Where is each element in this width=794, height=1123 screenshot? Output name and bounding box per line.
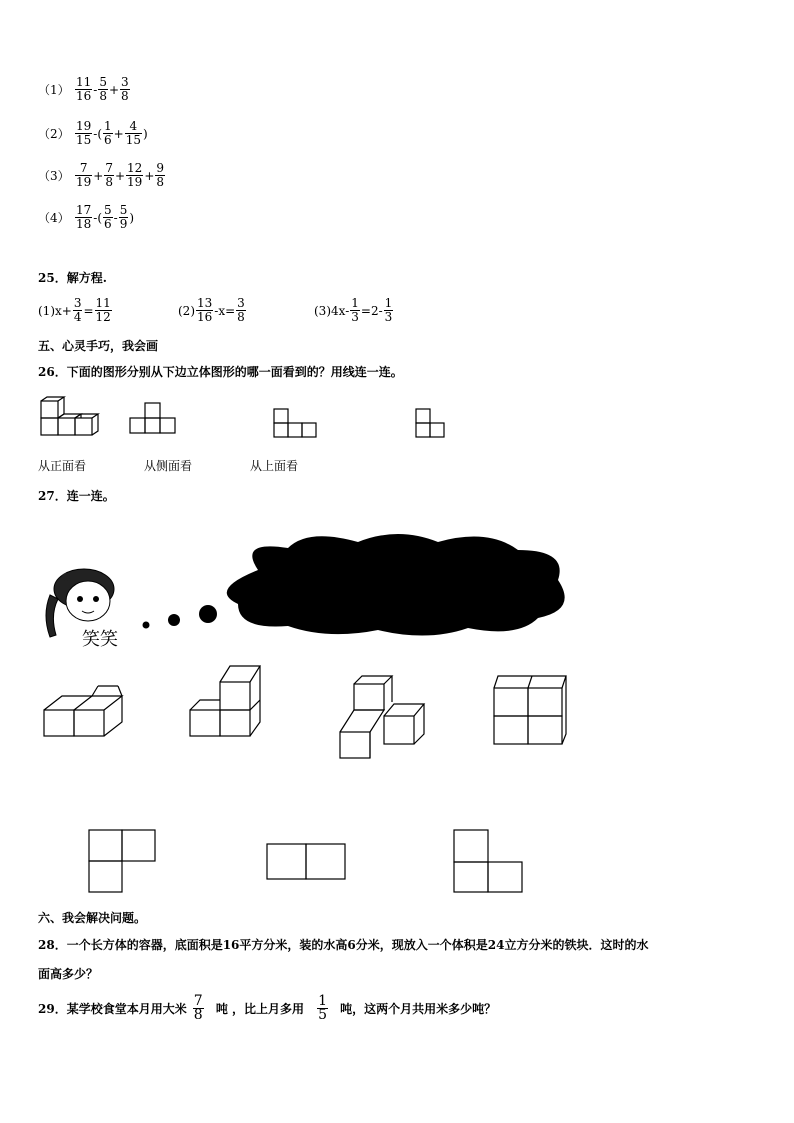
calc-item-3 xyxy=(38,162,166,189)
q26-label-front: 从正面看 xyxy=(38,459,87,473)
fraction: $\frac{12}{19}$ xyxy=(127,161,143,189)
calc-item-2 xyxy=(38,120,148,147)
q27-solid-1 xyxy=(44,686,122,736)
fraction: $\frac{3}{8}$ xyxy=(237,296,245,324)
section5-title: 五、心灵手巧，我会画 xyxy=(38,339,159,353)
fraction: $\frac{9}{8}$ xyxy=(156,161,165,189)
calc-item-1 xyxy=(38,76,131,103)
calc-item-4 xyxy=(38,204,134,231)
bubble-line1: 下面的立体图形从上面看到的分别 xyxy=(281,561,462,575)
operator: (3)4x- xyxy=(314,303,350,318)
operator: + xyxy=(113,126,124,141)
fraction: $\frac{1}{3}$ xyxy=(351,296,359,324)
fraction: $\frac{5}{8}$ xyxy=(99,75,107,103)
thought-bubble xyxy=(138,530,578,640)
q27-title: 27．连一连。 xyxy=(38,489,115,503)
calc-label: （1） xyxy=(38,83,70,97)
q27-solid-2 xyxy=(190,666,260,736)
q29-post: 吨，这两个月共用米多少吨？ xyxy=(340,1002,497,1016)
q27-solid-4 xyxy=(494,676,566,744)
q26-view-top xyxy=(416,409,444,437)
q27-solid-3 xyxy=(340,676,424,758)
calc-label: （2） xyxy=(38,127,70,141)
fraction: $\frac{1}{6}$ xyxy=(104,119,112,147)
operator: -( xyxy=(93,126,103,141)
calc-label: （3） xyxy=(38,169,70,183)
q25-equation-3 xyxy=(314,297,394,324)
q25-equation-1 xyxy=(38,297,113,324)
fraction: $\frac{7}{8}$ xyxy=(105,161,113,189)
operator: -( xyxy=(93,210,103,225)
fraction: $\frac{5}{6}$ xyxy=(104,203,112,231)
q26-label-top: 从上面看 xyxy=(250,459,299,473)
q28-line2: 面高多少？ xyxy=(38,967,99,981)
fraction: $\frac{3}{8}$ xyxy=(121,75,129,103)
q26-view-front xyxy=(130,403,175,433)
girl-name: 笑笑 xyxy=(82,629,118,650)
fraction: $\frac{4}{15}$ xyxy=(125,119,142,147)
calc-label: （4） xyxy=(38,211,70,225)
q26-title: 26．下面的图形分别从下边立体图形的哪一面看到的？用线连一连。 xyxy=(38,365,403,379)
q27-view-2 xyxy=(267,844,345,879)
q27-solids xyxy=(38,660,578,760)
fraction: $\frac{1}{3}$ xyxy=(384,296,393,324)
fraction: $\frac{19}{15}$ xyxy=(76,119,92,147)
q29 xyxy=(38,995,496,1022)
operator: ) xyxy=(143,126,148,141)
q29-mid: 吨 ，比上月多用 xyxy=(215,1002,304,1016)
operator: + xyxy=(108,82,120,97)
q26-solid-figure xyxy=(41,397,98,435)
q25-equation-2 xyxy=(178,297,247,324)
q28-line1: 28．一个长方体的容器，底面积是16平方分米，装的水高6分米，现放入一个体积是24立方分米的铁块．这时的水 xyxy=(38,938,649,952)
operator: + xyxy=(144,168,155,183)
q29-pre: 29．某学校食堂本月用大米 xyxy=(38,1002,187,1016)
q29-frac1: $\frac{7}{8}$ xyxy=(193,993,203,1023)
operator: ) xyxy=(129,210,135,225)
q26-view-side xyxy=(274,409,316,437)
fraction: $\frac{11}{16}$ xyxy=(76,75,92,103)
operator: - xyxy=(113,210,118,225)
fraction: $\frac{13}{16}$ xyxy=(197,296,213,324)
fraction: $\frac{17}{18}$ xyxy=(76,203,92,231)
operator: (1)x+ xyxy=(38,303,72,318)
operator: + xyxy=(93,168,104,183)
q27-view-1 xyxy=(89,830,155,892)
operator: = xyxy=(83,303,94,318)
q29-frac2: $\frac{1}{5}$ xyxy=(318,993,328,1023)
operator: - xyxy=(93,82,98,97)
fraction: $\frac{11}{12}$ xyxy=(95,296,111,324)
operator: =2- xyxy=(360,303,383,318)
fraction: $\frac{3}{4}$ xyxy=(73,296,82,324)
operator: + xyxy=(114,168,126,183)
operator: (2) xyxy=(178,303,195,318)
bubble-line2: 是什么形状？请连一连。 xyxy=(281,599,414,613)
fraction: $\frac{7}{19}$ xyxy=(76,161,92,189)
q27-top-views xyxy=(80,825,540,895)
section6-title: 六、我会解决问题。 xyxy=(38,911,147,925)
q25-title: 25．解方程. xyxy=(38,271,107,285)
fraction: $\frac{5}{9}$ xyxy=(119,203,128,231)
operator: -x= xyxy=(214,303,236,318)
q26-figures xyxy=(38,395,468,445)
q27-view-3 xyxy=(454,830,522,892)
q26-label-side: 从侧面看 xyxy=(144,459,193,473)
